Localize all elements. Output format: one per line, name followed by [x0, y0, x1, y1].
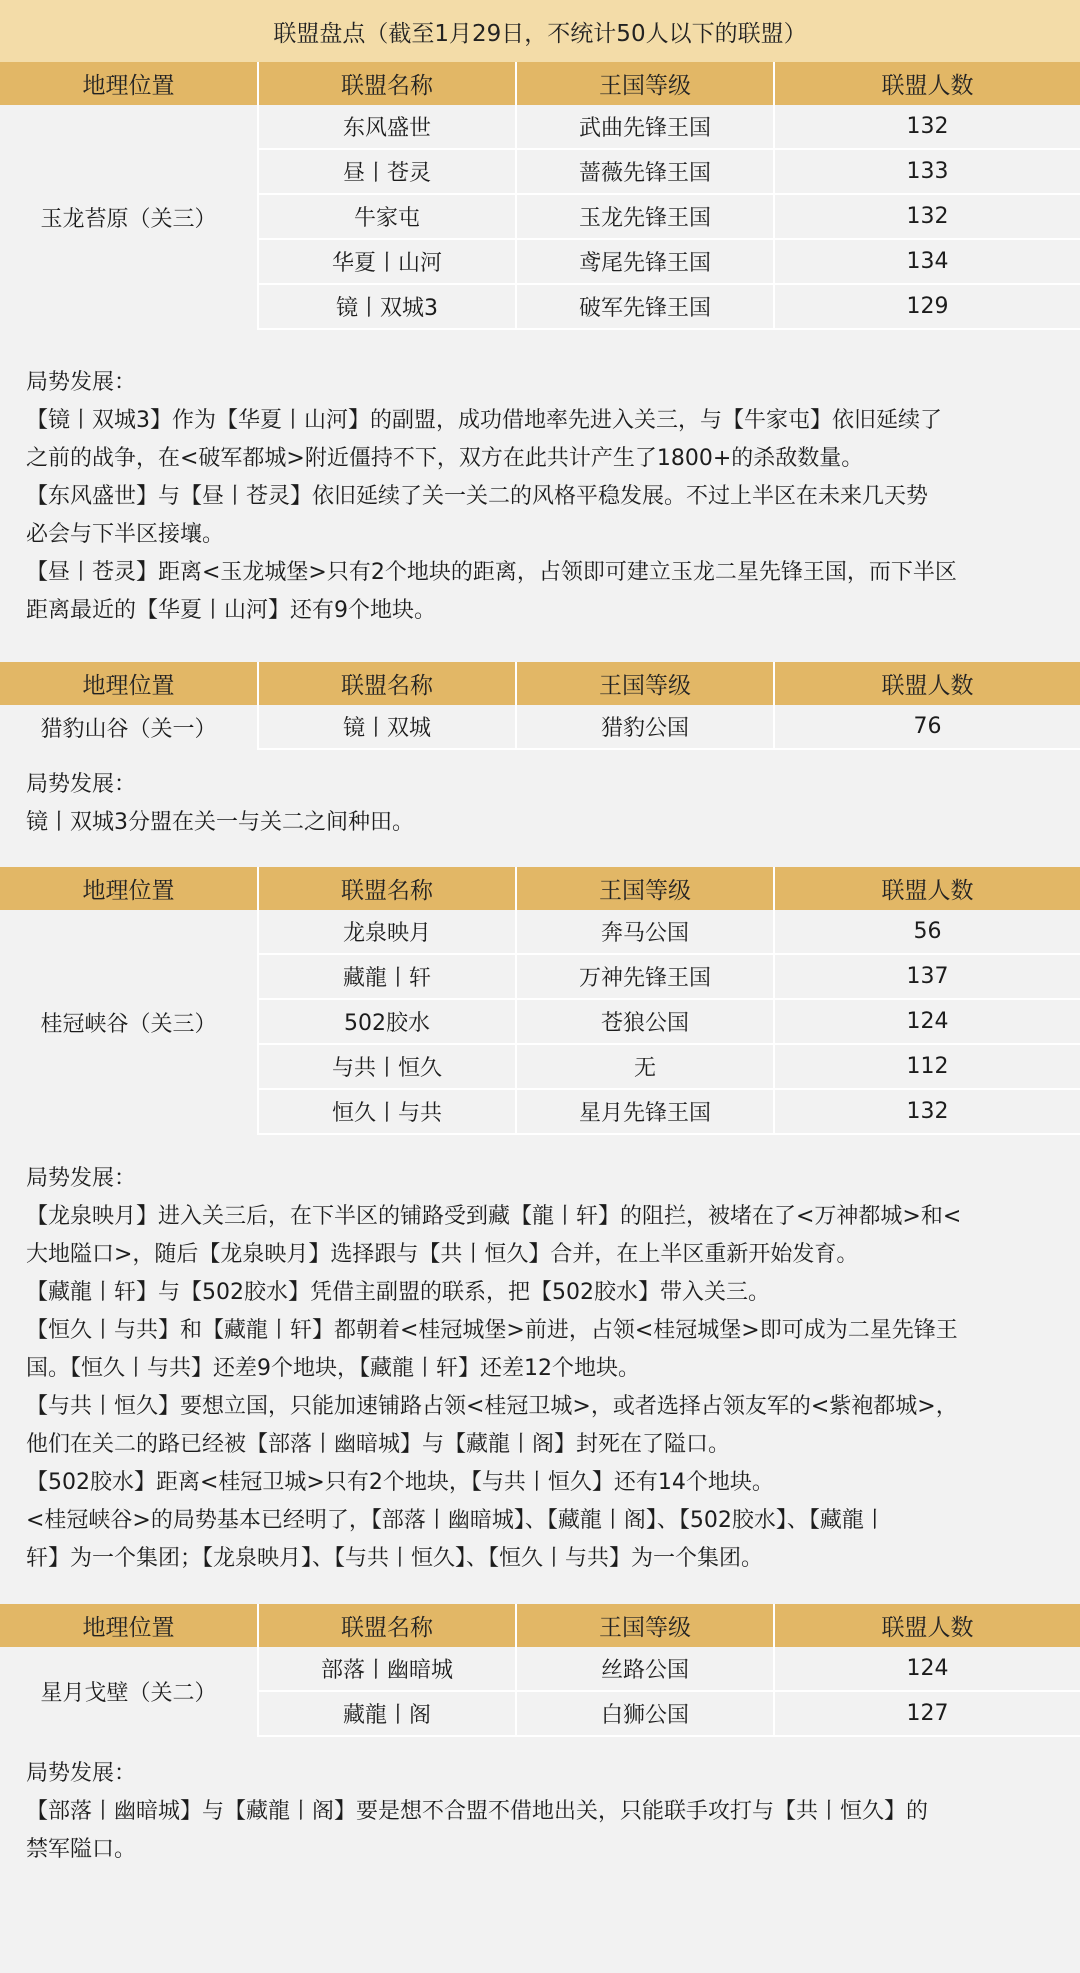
- kingdom-level: 星月先锋王国: [516, 1089, 774, 1134]
- kingdom-level: 万神先锋王国: [516, 954, 774, 999]
- situation-line: 之前的战争，在<破军都城>附近僵持不下，双方在此共计产生了1800+的杀敌数量。: [26, 446, 864, 471]
- location-cell: 桂冠峡谷（关三）: [0, 910, 258, 1134]
- situation-heading: 局势发展：: [26, 1166, 137, 1191]
- location-cell: 星月戈壁（关二）: [0, 1647, 258, 1736]
- kingdom-level: 苍狼公国: [516, 999, 774, 1044]
- header-alliance: 联盟名称: [258, 1604, 516, 1647]
- kingdom-level: 鸢尾先锋王国: [516, 239, 774, 284]
- situation-line: 【东风盛世】与【昼丨苍灵】依旧延续了关一关二的风格平稳发展。不过上半区在未来几天势: [26, 484, 929, 509]
- table-header-row: [0, 867, 1080, 910]
- situation-line: 【藏龍丨轩】与【502胶水】凭借主副盟的联系，把【502胶水】带入关三。: [26, 1280, 770, 1305]
- header-kingdom: 王国等级: [516, 662, 774, 705]
- header-alliance: 联盟名称: [258, 867, 516, 910]
- header-kingdom: 王国等级: [516, 867, 774, 910]
- situation-text-yulong: [0, 330, 1080, 662]
- kingdom-level: 猎豹公国: [516, 705, 774, 749]
- table-header-row: [0, 662, 1080, 705]
- situation-text-liebao: [0, 750, 1080, 867]
- situation-line: 大地隘口>，随后【龙泉映月】选择跟与【共丨恒久】合并，在上半区重新开始发育。: [26, 1242, 859, 1267]
- situation-heading: 局势发展：: [26, 370, 137, 395]
- kingdom-level: 丝路公国: [516, 1647, 774, 1691]
- member-count: 76: [774, 705, 1080, 749]
- kingdom-level: 武曲先锋王国: [516, 105, 774, 149]
- table-header-row: [0, 1604, 1080, 1647]
- kingdom-level: 白狮公国: [516, 1691, 774, 1736]
- situation-line: 【恒久丨与共】和【藏龍丨轩】都朝着<桂冠城堡>前进，占领<桂冠城堡>即可成为二星先锋王: [26, 1318, 958, 1343]
- alliance-table-yulong: [0, 62, 1080, 330]
- situation-heading: 局势发展：: [26, 1761, 137, 1786]
- situation-text-guiguan: [0, 1135, 1080, 1604]
- member-count: 132: [774, 105, 1080, 149]
- situation-line: 【昼丨苍灵】距离<玉龙城堡>只有2个地块的距离，占领即可建立玉龙二星先锋王国，而下半区: [26, 560, 957, 585]
- alliance-name: 藏龍丨阁: [258, 1691, 516, 1736]
- table-row: [0, 910, 1080, 954]
- situation-line: 【502胶水】距离<桂冠卫城>只有2个地块，【与共丨恒久】还有14个地块。: [26, 1470, 774, 1495]
- kingdom-level: 奔马公国: [516, 910, 774, 954]
- kingdom-level: 玉龙先锋王国: [516, 194, 774, 239]
- location-cell: 猎豹山谷（关一）: [0, 705, 258, 749]
- alliance-name: 镜丨双城: [258, 705, 516, 749]
- member-count: 132: [774, 194, 1080, 239]
- situation-line: 【部落丨幽暗城】与【藏龍丨阁】要是想不合盟不借地出关，只能联手攻打与【共丨恒久】的: [26, 1799, 929, 1824]
- situation-line: 【龙泉映月】进入关三后，在下半区的铺路受到藏【龍丨轩】的阻拦，被堵在了<万神都城>和<: [26, 1204, 962, 1229]
- alliance-table-liebao: [0, 662, 1080, 750]
- header-members: 联盟人数: [774, 867, 1080, 910]
- page-title: 联盟盘点（截至1月29日，不统计50人以下的联盟）: [273, 20, 807, 47]
- situation-line: 他们在关二的路已经被【部落丨幽暗城】与【藏龍丨阁】封死在了隘口。: [26, 1432, 731, 1457]
- situation-line: 轩】为一个集团；【龙泉映月】、【与共丨恒久】、【恒久丨与共】为一个集团。: [26, 1546, 764, 1571]
- member-count: 124: [774, 999, 1080, 1044]
- alliance-name: 与共丨恒久: [258, 1044, 516, 1089]
- situation-line: 国。【恒久丨与共】还差9个地块，【藏龍丨轩】还差12个地块。: [26, 1356, 640, 1381]
- header-location: 地理位置: [0, 867, 258, 910]
- alliance-table-xingyue: [0, 1604, 1080, 1737]
- header-location: 地理位置: [0, 62, 258, 105]
- situation-line: 距离最近的【华夏丨山河】还有9个地块。: [26, 598, 436, 623]
- member-count: 56: [774, 910, 1080, 954]
- alliance-name: 藏龍丨轩: [258, 954, 516, 999]
- alliance-name: 部落丨幽暗城: [258, 1647, 516, 1691]
- header-kingdom: 王国等级: [516, 62, 774, 105]
- alliance-name: 东风盛世: [258, 105, 516, 149]
- alliance-name: 镜丨双城3: [258, 284, 516, 329]
- alliance-table-guiguan: [0, 867, 1080, 1135]
- situation-text-xingyue: [0, 1737, 1080, 1869]
- header-kingdom: 王国等级: [516, 1604, 774, 1647]
- header-location: 地理位置: [0, 662, 258, 705]
- member-count: 112: [774, 1044, 1080, 1089]
- situation-heading: 局势发展：: [26, 772, 137, 797]
- kingdom-level: 蔷薇先锋王国: [516, 149, 774, 194]
- page-title-bar: [0, 0, 1080, 62]
- situation-line: <桂冠峡谷>的局势基本已经明了，【部落丨幽暗城】、【藏龍丨阁】、【502胶水】、【藏龍丨: [26, 1508, 886, 1533]
- situation-line: 【与共丨恒久】要想立国，只能加速铺路占领<桂冠卫城>，或者选择占领友军的<紫袍都城>，: [26, 1394, 958, 1419]
- location-cell: 玉龙苔原（关三）: [0, 105, 258, 329]
- table-row: [0, 105, 1080, 149]
- member-count: 134: [774, 239, 1080, 284]
- alliance-name: 502胶水: [258, 999, 516, 1044]
- member-count: 129: [774, 284, 1080, 329]
- member-count: 124: [774, 1647, 1080, 1691]
- header-alliance: 联盟名称: [258, 62, 516, 105]
- member-count: 137: [774, 954, 1080, 999]
- alliance-name: 华夏丨山河: [258, 239, 516, 284]
- alliance-name: 龙泉映月: [258, 910, 516, 954]
- member-count: 132: [774, 1089, 1080, 1134]
- table-row: [0, 705, 1080, 749]
- situation-line: 禁军隘口。: [26, 1837, 137, 1862]
- alliance-name: 昼丨苍灵: [258, 149, 516, 194]
- header-location: 地理位置: [0, 1604, 258, 1647]
- alliance-name: 牛家屯: [258, 194, 516, 239]
- header-alliance: 联盟名称: [258, 662, 516, 705]
- kingdom-level: 破军先锋王国: [516, 284, 774, 329]
- situation-line: 镜丨双城3分盟在关一与关二之间种田。: [26, 810, 414, 835]
- table-header-row: [0, 62, 1080, 105]
- member-count: 133: [774, 149, 1080, 194]
- header-members: 联盟人数: [774, 662, 1080, 705]
- kingdom-level: 无: [516, 1044, 774, 1089]
- header-members: 联盟人数: [774, 1604, 1080, 1647]
- member-count: 127: [774, 1691, 1080, 1736]
- header-members: 联盟人数: [774, 62, 1080, 105]
- alliance-name: 恒久丨与共: [258, 1089, 516, 1134]
- situation-line: 必会与下半区接壤。: [26, 522, 225, 547]
- situation-line: 【镜丨双城3】作为【华夏丨山河】的副盟，成功借地率先进入关三，与【牛家屯】依旧延续了: [26, 408, 943, 433]
- table-row: [0, 1647, 1080, 1691]
